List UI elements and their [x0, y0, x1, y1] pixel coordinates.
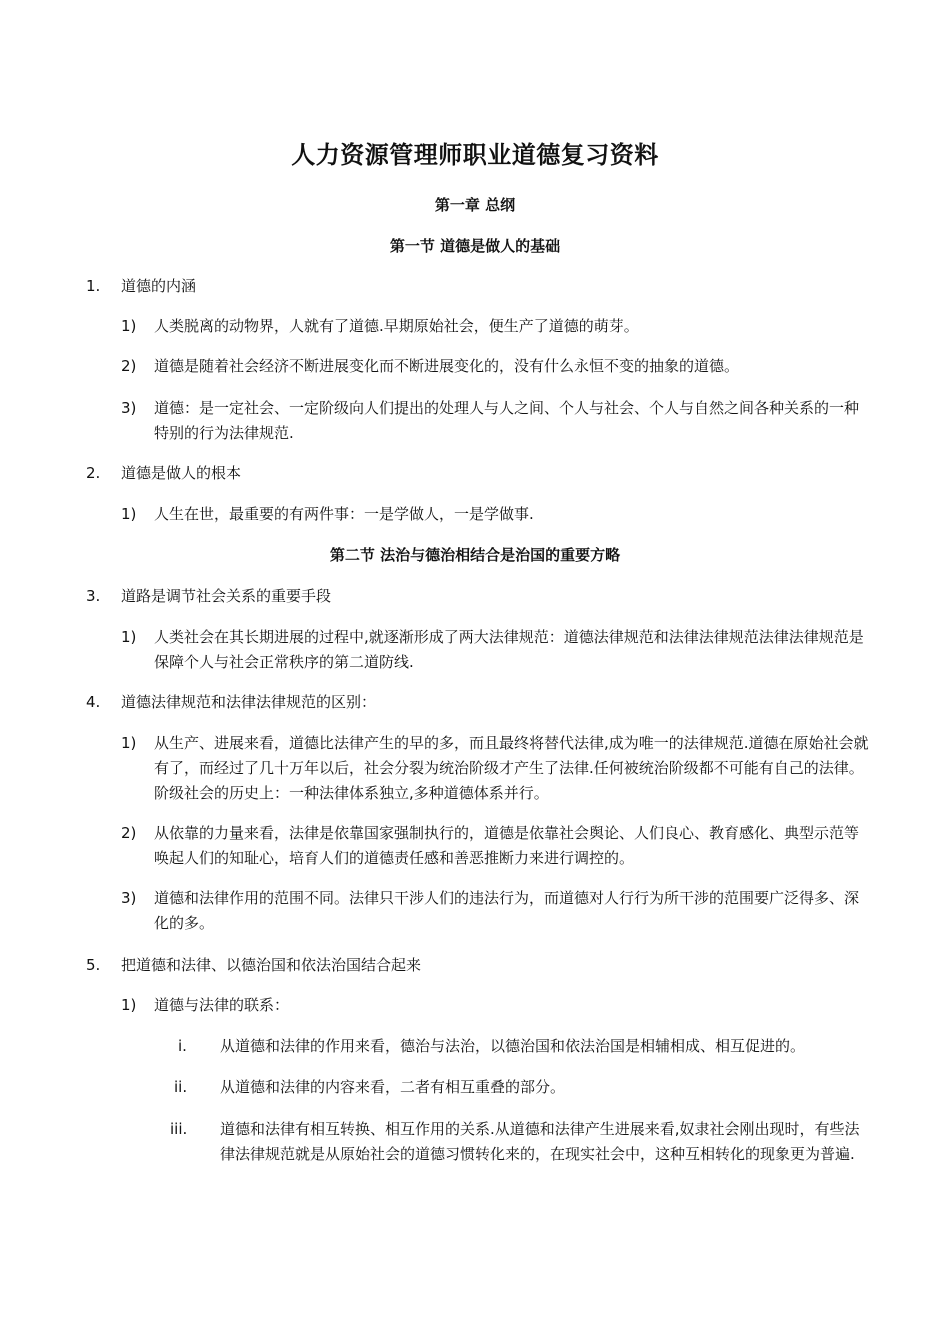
list-item [86, 690, 876, 715]
list-text: 道德是做人的根本 [121, 464, 242, 482]
list-number: 2. [86, 464, 101, 482]
list-number: 1. [86, 277, 101, 295]
list-item [121, 314, 871, 339]
list-item [121, 731, 871, 806]
list-number: 1) [121, 505, 137, 523]
list-item [86, 274, 876, 299]
list-item [121, 354, 871, 379]
list-text: 道德与法律的联系： [154, 996, 290, 1014]
list-text: 从道德和法律的作用来看，德治与法治，以德治国和依法治国是相辅相成、相互促进的。 [220, 1037, 806, 1055]
list-text: 道德法律规范和法律法律规范的区别： [121, 693, 377, 711]
document-title: 人力资源管理师职业道德复习资料 [291, 141, 659, 169]
list-item [172, 1075, 872, 1100]
chapter-heading: 第一章 总纲 [434, 196, 516, 214]
list-text: 人生在世，最重要的有两件事：一是学做人，一是学做事. [154, 505, 534, 523]
list-item [86, 953, 876, 978]
list-number: i. [178, 1037, 187, 1055]
list-item [86, 584, 876, 609]
list-item [86, 461, 876, 486]
list-item [121, 993, 871, 1018]
list-text: 从依靠的力量来看，法律是依靠国家强制执行的，道德是依靠社会舆论、人们良心、教育感化、典型示范等唤起人们的知耻心，培育人们的道德责任感和善恶推断力来进行调控的。 [154, 824, 860, 867]
list-number: 3) [121, 889, 137, 907]
list-text: 把道德和法律、以德治国和依法治国结合起来 [121, 956, 422, 974]
list-text: 从生产、进展来看，道德比法律产生的早的多，而且最终将替代法律,成为唯一的法律规范.道德在原始社会就有了，而经过了几十万年以后，社会分裂为统治阶级才产生了法律.任何被统治阶级都不可能有自己的法律。阶级社会的历史上：一种法律体系独立,多种道德体系并行。 [154, 734, 869, 802]
list-number: 3. [86, 587, 101, 605]
list-item [121, 625, 871, 675]
list-item [121, 886, 871, 936]
list-number: 1) [121, 628, 137, 646]
list-item [172, 1117, 872, 1192]
list-number: 5. [86, 956, 101, 974]
list-text: 道德的内涵 [121, 277, 197, 295]
list-text: 道德和法律作用的范围不同。法律只干涉人们的违法行为，而道德对人行行为所干涉的范围要广泛得多、深化的多。 [154, 889, 860, 932]
list-item [121, 821, 871, 871]
list-item [121, 502, 871, 527]
list-text: 人类脱离的动物界，人就有了道德.早期原始社会，便生产了道德的萌芽。 [154, 317, 639, 335]
section-heading-1: 第一节 道德是做人的基础 [389, 237, 561, 255]
list-text: 道德和法律有相互转换、相互作用的关系.从道德和法律产生进展来看,奴隶社会刚出现时，有些法律法律规范就是从原始社会的道德习惯转化来的，在现实社会中，这种互相转化的现象更为普遍. [220, 1120, 860, 1163]
list-number: ii. [174, 1078, 188, 1096]
list-number: 4. [86, 693, 101, 711]
list-text: 从道德和法律的内容来看，二者有相互重叠的部分。 [220, 1078, 566, 1096]
list-text: 道德：是一定社会、一定阶级向人们提出的处理人与人之间、个人与社会、个人与自然之间各种关系的一种特别的行为法律规范. [154, 399, 860, 442]
list-number: 2) [121, 357, 137, 375]
list-text: 道路是调节社会关系的重要手段 [121, 587, 332, 605]
list-text: 人类社会在其长期进展的过程中,就逐渐形成了两大法律规范：道德法律规范和法律法律规范法律法律规范是保障个人与社会正常秩序的第二道防线. [154, 628, 864, 671]
list-number: 1) [121, 996, 137, 1014]
list-text: 道德是随着社会经济不断进展变化而不断进展变化的，没有什么永恒不变的抽象的道德。 [154, 357, 740, 375]
list-number: 1) [121, 317, 137, 335]
list-number: 2) [121, 824, 137, 842]
list-number: 1) [121, 734, 137, 752]
list-item [172, 1034, 872, 1059]
list-number: 3) [121, 399, 137, 417]
list-item [121, 396, 871, 446]
section-heading-2: 第二节 法治与德治相结合是治国的重要方略 [329, 546, 621, 564]
list-number: iii. [170, 1120, 188, 1138]
